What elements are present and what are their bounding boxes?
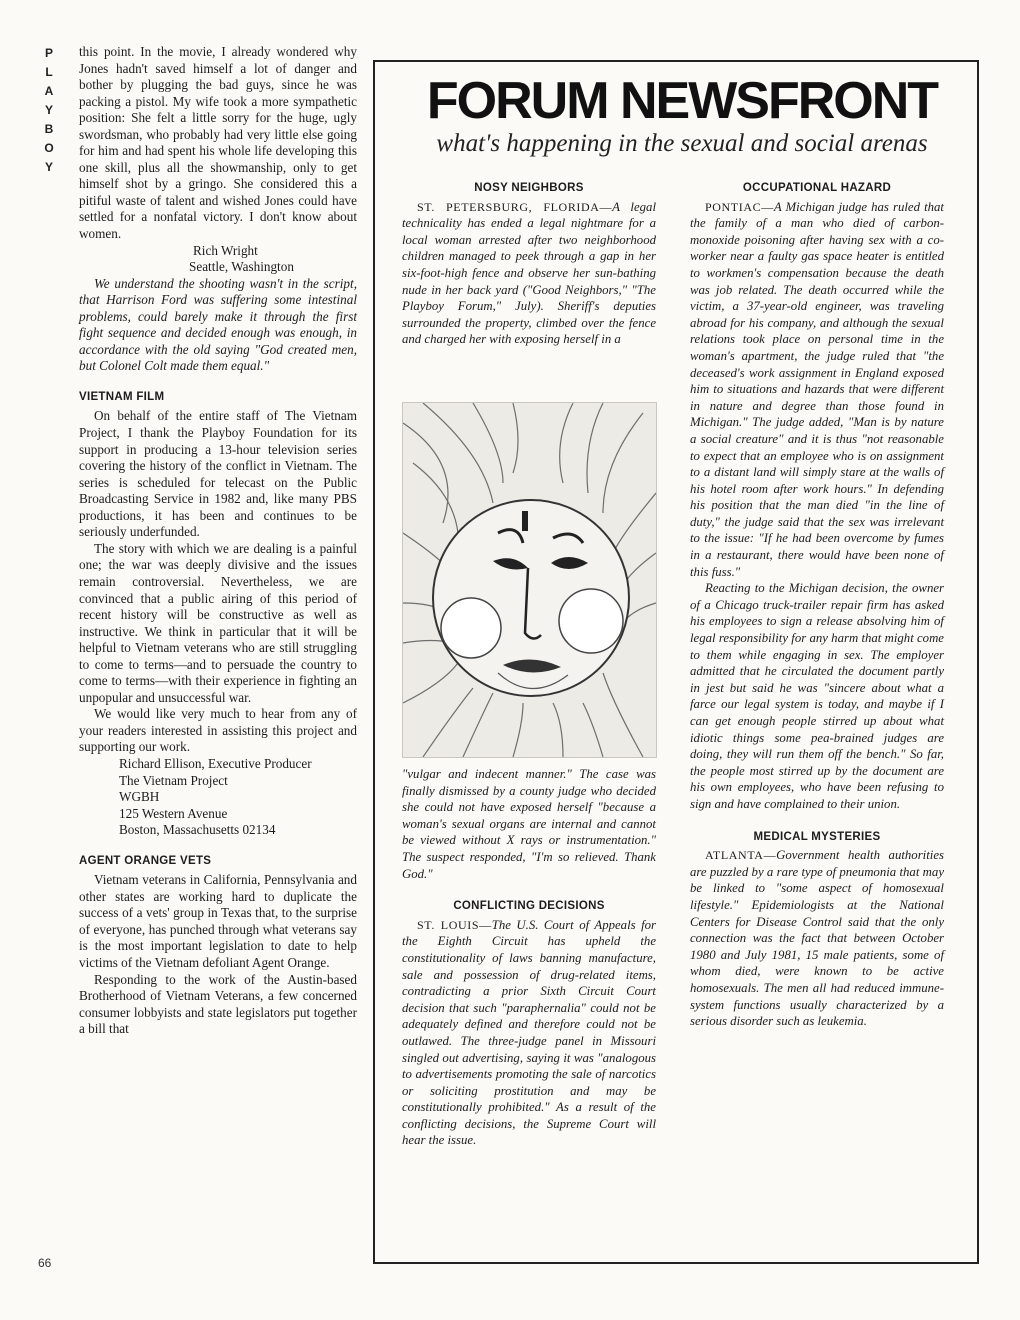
forum-column-left-bottom [402,766,656,1149]
story-heading: OCCUPATIONAL HAZARD [742,182,892,194]
mag-letter: P [44,46,53,60]
story-heading: NOSY NEIGHBORS [474,182,584,194]
story-body: Government health authorities are puzzled by a rare type of pneumonia that may be linked to "some aspect of homosexual lifestyle." Epidemiologists at the National Centers for Disease Control said that the only connection was the fact that between October 1980 and July 1981, 15 male patients, some of whom died, were known to be active homosexuals. The men all had reduced immune-system functions usually characterized by a serious disorder such as leukemia. [690,848,944,1029]
story-text: "vulgar and indecent manner." The case was finally dismissed by a county judge who decided she could not have exposed herself "because a woman's sexual organs are internal and cannot be viewed without X rays or instrumentation." The suspect responded, "I'm so relieved. Thank God." [402,767,656,881]
mag-letter: O [44,141,54,155]
story-text [402,199,656,348]
signature-line: Richard Ellison, Executive Producer [119,755,312,771]
signature-place: Seattle, Washington [189,259,294,275]
story-dateline: ST. LOUIS— [417,917,492,932]
signature-line: The Vietnam Project [119,772,228,788]
sun-face-illustration [402,402,657,758]
story-text [402,917,656,1149]
section-heading: AGENT ORANGE VETS [79,854,212,867]
signature-name: Rich Wright [193,242,258,258]
story-heading: MEDICAL MYSTERIES [753,830,881,843]
forum-title: FORUM NEWSFRONT [426,72,938,130]
story-dateline: ATLANTA— [705,848,777,863]
story-body: A legal technicality has ended a legal nightmare for a local woman arrested after two neighborhood children managed to peek through a gap in her six-foot-high fence and observe her sun-bathing nude in her back yard ("Good Neighbors," "The Playboy Forum," July). Sheriff's deputies surrounded the property, climbed over the fence and charged her with exposing herself in a [402,199,657,347]
letter-paragraph: We would like very much to hear from any of your readers interested in assisting this project and supporting our work. [79,706,357,755]
story-text [690,847,944,1030]
editor-reply: We understand the shooting wasn't in the script, that Harrison Ford was suffering some intestinal problems, could barely make it through the first fight sequence and decided enough was enough, in accordance with the old saying "God created men, but Colonel Colt made them equal." [79,275,357,374]
story-body: A Michigan judge has ruled that the family of a man who died of carbon-monoxide poisoning after having sex with a co-worker near a faulty gas space heater is entitled to workmen's compensation because the death was job related. The death occurred while the victim, a 37-year-old engineer, was traveling abroad for his company, and although the sexual relations took place on personal time in the woman's apartment, the judge ruled that "the deceased's work assignment in England exposed him to situations and hazards that were different in nature and degree than those found in Michigan." The judge added, "Man is by nature a social creature" and it is thus "not reasonable to expect that an employee who is on assignment to a distant land will simply stare at the walls of his hotel room after work hours." In defending his position that the man died "in the line of duty," the judge said that the sex was irrelevant to the issue: "If he had been overcome by fumes in a restaurant, there would have been none of this fuss." [690,199,944,579]
section-heading: VIETNAM FILM [79,390,165,403]
magazine-name-vertical [36,44,62,177]
story-body: The U.S. Court of Appeals for the Eighth Circuit has upheld the constitutionality of laws banning manufacture, sale and possession of drug-related items, contradicting a prior Sixth Circuit Court decision that such "paraphernalia" could not be adequately defined and therefore could not be outlawed. The three-judge panel in Missouri singled out advertising, saying it was "analogous to advertisements promoting the sale of narcotics or soliciting prostitution and may be constitutionally prohibited." As a result of the conflicting decisions, the Supreme Court will hear the issue. [402,917,657,1148]
story-dateline: ST. PETERSBURG, FLORIDA— [417,199,613,214]
letter-paragraph: Vietnam veterans in California, Pennsylvania and other states are working hard to duplicate the success of a vets' group in Texas that, to the surprise of everyone, has punched through what veterans say is the most important legislation to date to help victims of the Vietnam defoliant Agent Orange. [79,872,357,970]
signature-line: Boston, Massachusetts 02134 [119,822,276,838]
letter-paragraph: On behalf of the entire staff of The Vietnam Project, I thank the Playboy Foundation for its support in producing a 13-hour television series covering the history of the conflict in Vietnam. The series is scheduled for telecast on the Public Broadcasting Service in 1982 and, like many PBS productions, it has been and continues to be seriously underfunded. [79,408,357,540]
letter-paragraph: this point. In the movie, I already wondered why Jones hadn't saved himself a lot of danger and bother by plugging the bad guys, since he was packing a pistol. My wife took a more sympathetic position: She felt a little sorry for the huge, ugly swordsman, who probably had very little else going for him and had spent his whole life developing this one skill, plus all the showmanship, only to get himself shot by a gringo. She considered this a pitiful waste of talent and wished Jones could have settled for a nonfatal victory. I don't know about women. [79,44,357,242]
mag-letter: Y [44,103,53,117]
forum-column-left-top [402,180,656,348]
page-number: 66 [38,1256,52,1270]
signature-line: 125 Western Avenue [119,805,228,821]
mag-letter: L [45,65,53,79]
story-text: Reacting to the Michigan decision, the owner of a Chicago truck-trailer repair firm has asked his employees to sign a release absolving him of legal responsibility for any harm that might come to them while engaging in sex. The employer admitted that he circulated the document partly in jest but said he was "sincere about what a farce our legal system is today, and maybe if I can get enough people stirred up about what idiotic things some pea-brained judges are doing, they will run them off the bench." So far, the people most stirred up by the document are his own employees, who have been refusing to sign and have complained to their union. [690,581,944,811]
forum-column-right [690,180,944,1030]
letters-column [79,44,357,1038]
letter-paragraph: Responding to the work of the Austin-based Brotherhood of Vietnam Veterans, a few concerned consumer lobbyists and state legislators put together a bill that [79,971,357,1037]
story-heading: CONFLICTING DECISIONS [453,900,605,913]
story-text [690,199,944,581]
mag-letter: Y [44,160,53,174]
mag-letter: B [44,122,54,136]
mag-letter: A [44,84,54,98]
story-dateline: PONTIAC— [705,199,774,214]
forum-subtitle: what's happening in the sexual and social arenas [436,130,928,157]
signature-line: WGBH [119,789,160,805]
letter-paragraph: The story with which we are dealing is a painful one; the war was deeply divisive and the issues remain controversial. Nevertheless, we are convinced that a public airing of this period of recent history will be constructive as well as instructive. We think in particular that it will be helpful to Vietnam veterans who are still struggling to come to terms—and to persuade the country to come to terms—with their experience in fighting an unpopular and unsuccessful war. [79,540,357,705]
